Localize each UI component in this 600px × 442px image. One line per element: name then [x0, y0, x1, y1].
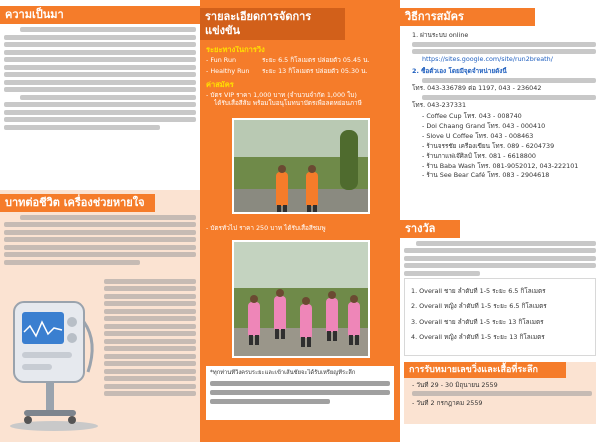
- fee-vip-note: ได้รับเสื้อสีส้ม พร้อมใบอนุโมทนาบัตรเพื่อลดหย่อนภาษี: [214, 99, 362, 108]
- donation-title: บาทต่อชีวิต เครื่องช่วยหายใจ: [0, 194, 155, 212]
- event-title: รายละเอียดการจัดการแข่งขัน: [200, 8, 345, 40]
- prize-item: 4. Overall หญิง ลำดับที่ 1-5 ระยะ 13 กิโลเมตร: [411, 333, 545, 342]
- fee-vip: - บัตร VIP ราคา 1,000 บาท (จำนวนจำกัด 1,000 ใบ): [206, 90, 357, 99]
- donation-paragraph-top: [0, 212, 200, 265]
- runners-photo-pink: [232, 240, 370, 358]
- register-step2: 2. ซื้อตั๋วเอง โดยมีจุดจำหน่ายดังนี้: [412, 66, 507, 75]
- note-box: [206, 366, 394, 420]
- prize-item: 2. Overall หญิง ลำดับที่ 1-5 ระยะ 6.5 กิโลเมตร: [411, 302, 547, 311]
- about-panel: [0, 0, 200, 442]
- prize-item: 1. Overall ชาย ลำดับที่ 1-5 ระยะ 6.5 กิโลเมตร: [411, 287, 546, 295]
- about-paragraph: [0, 27, 200, 130]
- shop-item: - ร้านกาแฟเจ๊ศิลป์ โทร. 081 - 6618800: [422, 151, 536, 160]
- pickup-date-2: - วันที่ 2 กรกฎาคม 2559: [412, 399, 483, 408]
- route-heading: ระยะทางในการวิ่ง: [206, 46, 265, 54]
- route-healthy-name: - Healthy Run: [206, 66, 250, 75]
- shop-list: [400, 112, 600, 180]
- prizes-paragraph: [400, 238, 600, 276]
- register-step1: 1. ผ่านระบบ online: [412, 31, 469, 39]
- register-site-link[interactable]: https://sites.google.com/site/run2breath/: [422, 55, 553, 64]
- runners-photo-orange: [232, 118, 370, 214]
- fee-general: - บัตรทั่วไป ราคา 250 บาท ได้รับเสื้อสีชมพู: [206, 224, 326, 232]
- route-healthy: [206, 67, 400, 75]
- shop-item: - ร้านจรรชัย เครื่องเขียน โทร. 089 - 6204739: [422, 141, 555, 150]
- apply-heading: ค่าสมัคร: [206, 81, 234, 90]
- about-title: ความเป็นมา: [0, 6, 200, 24]
- prize-item: 3. Overall ชาย ลำดับที่ 1-5 ระยะ 13 กิโลเมตร: [411, 317, 544, 326]
- pickup-date-1: - วันที่ 29 - 30 มิถุนายน 2559: [412, 381, 498, 389]
- route-fun-detail: ระยะ 6.5 กิโลเมตร ปล่อยตัว 05.45 น.: [262, 56, 370, 65]
- route-fun: [206, 56, 400, 64]
- shop-item: - Doi Chaang Grand โทร. 043 - 000410: [422, 121, 546, 130]
- ventilator-image: [4, 282, 100, 432]
- register-title: วิธีการสมัคร: [400, 8, 535, 26]
- shop-item: - Slove U Coffee โทร. 043 - 008463: [422, 131, 534, 140]
- register-tel-1: โทร. 043-336789 ต่อ 1197, 043 - 236042: [412, 83, 542, 92]
- route-fun-name: - Fun Run: [206, 56, 237, 65]
- note-line-1: *ทุกท่านที่วิ่งครบระยะและเข้าเส้นชัยจะได้รับเหรียญที่ระลึก: [210, 370, 356, 376]
- pickup-box: [404, 362, 596, 424]
- shop-item: - ร้าน See Bear Café โทร. 083 - 2904618: [422, 171, 550, 180]
- prizes-title: รางวัล: [400, 220, 460, 238]
- register-panel: [400, 0, 600, 442]
- route-healthy-detail: ระยะ 13 กิโลเมตร ปล่อยตัว 05.30 น.: [262, 66, 368, 75]
- event-panel: [200, 0, 400, 442]
- shop-item: - Coffee Cup โทร. 043 - 008740: [422, 112, 522, 121]
- prizes-box: [404, 278, 596, 356]
- shop-item: - ร้าน Baba Wash โทร. 081-9052012, 043-222101: [422, 161, 579, 170]
- route-list: [200, 56, 400, 75]
- register-tel-2: โทร. 043-237331: [412, 100, 467, 109]
- pickup-title: การรับหมายเลขวิ่งและเสื้อที่ระลึก: [404, 362, 566, 378]
- donation-paragraph-side: [100, 276, 200, 396]
